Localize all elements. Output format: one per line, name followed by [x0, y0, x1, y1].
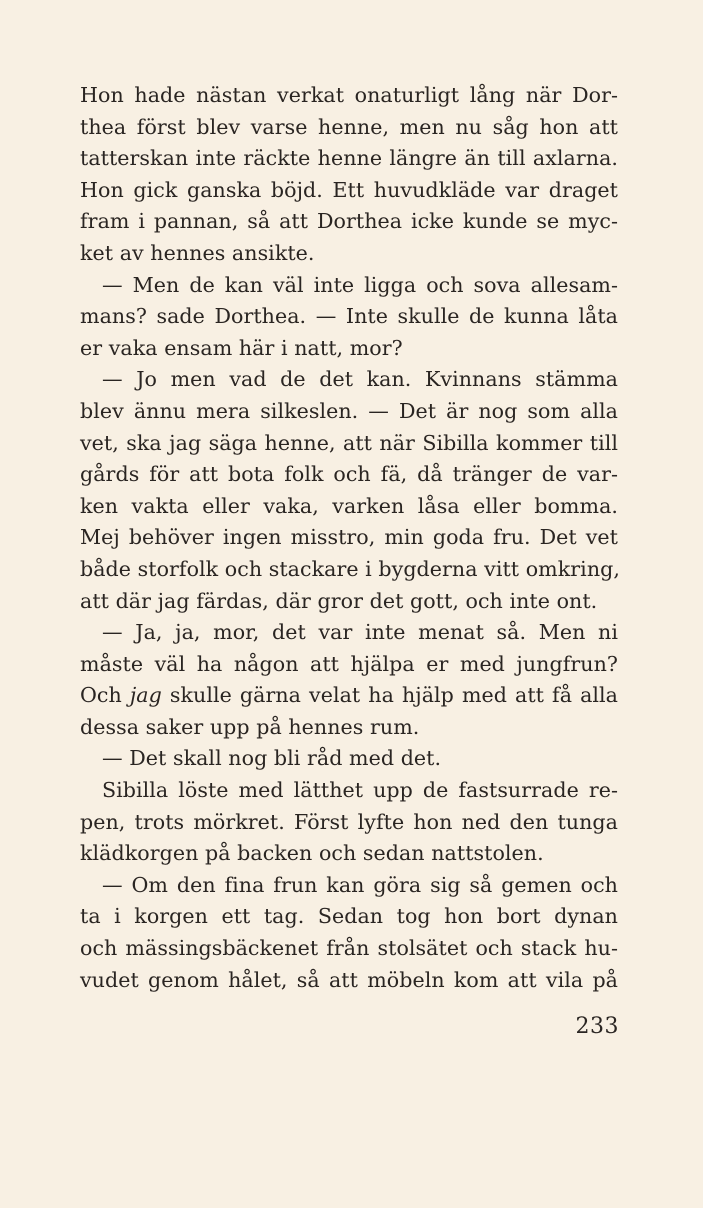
text-line: Hon gick ganska böjd. Ett huvudkläde var draget: [80, 177, 618, 202]
text-line: Hon hade nästan verkat onaturligt lång när Dor-: [80, 83, 618, 107]
text-line: dessa saker upp på hennes rum.: [80, 714, 420, 739]
text-line: gårds för att bota folk och fä, då tränger de var-: [80, 462, 618, 487]
body-text: [80, 80, 618, 996]
text-line: fram i pannan, så att Dorthea icke kunde se myc-: [80, 209, 618, 234]
text-line: — Om den fina frun kan göra sig så gemen och: [102, 872, 618, 897]
italic-word: jag: [129, 683, 162, 708]
text-line: ta i korgen ett tag. Sedan tog hon bort dynan: [80, 904, 618, 929]
text-line: Mej behöver ingen misstro, min goda fru. Det vet: [80, 525, 618, 550]
text-line: Sibilla löste med lätthet upp de fastsurrade re-: [102, 778, 618, 803]
text-line: och mässingsbäckenet från stolsätet och stack hu-: [80, 936, 618, 961]
text-line: — Ja, ja, mor, det var inte menat så. Men ni: [102, 620, 618, 645]
text-line-italic-jag: Och jag skulle gärna velat ha hjälp med att få alla: [80, 683, 618, 708]
text-line: pen, trots mörkret. Först lyfte hon ned den tunga: [80, 809, 618, 834]
text-line: ket av hennes ansikte.: [80, 240, 315, 265]
text-line: klädkorgen på backen och sedan nattstolen.: [80, 841, 544, 866]
text-line: — Men de kan väl inte ligga och sova allesam-: [102, 272, 618, 297]
text-line: tatterskan inte räckte henne längre än till axlarna.: [80, 146, 618, 171]
text-line: — Jo men vad de det kan. Kvinnans stämma: [102, 367, 618, 392]
text-line: blev ännu mera silkeslen. — Det är nog som alla: [80, 398, 618, 423]
page-number: 233: [575, 1014, 619, 1039]
text-line: måste väl ha någon att hjälpa er med jungfrun?: [80, 651, 618, 676]
text-line: mans? sade Dorthea. — Inte skulle de kunna låta: [80, 304, 618, 329]
text-line: thea först blev varse henne, men nu såg hon att: [80, 114, 618, 139]
text-line: er vaka ensam här i natt, mor?: [80, 335, 403, 360]
text-line: både storfolk och stackare i bygderna vitt omkring,: [80, 556, 620, 581]
text-line: vudet genom hålet, så att möbeln kom att vila på: [80, 967, 618, 992]
text-line: ken vakta eller vaka, varken låsa eller bomma.: [80, 493, 618, 518]
text-line: att där jag färdas, där gror det gott, och inte ont.: [80, 588, 598, 613]
text-line: vet, ska jag säga henne, att när Sibilla kommer till: [80, 430, 618, 455]
text-line: — Det skall nog bli råd med det.: [102, 746, 442, 771]
